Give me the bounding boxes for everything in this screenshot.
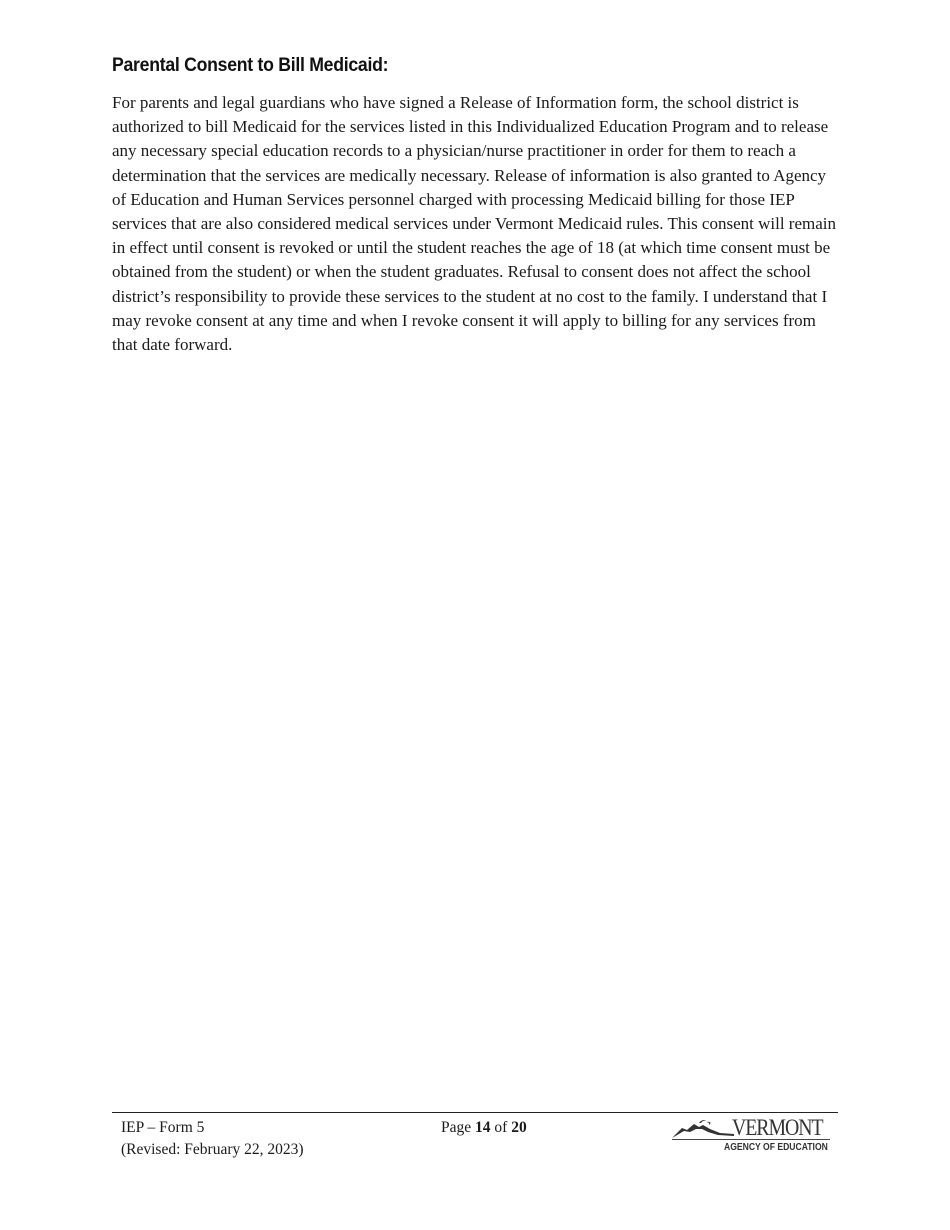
footer-form-info (121, 1117, 304, 1161)
section-heading: Parental Consent to Bill Medicaid: (112, 55, 389, 76)
logo-subtitle: AGENCY OF EDUCATION (724, 1142, 828, 1153)
revised-date: (Revised: February 22, 2023) (121, 1141, 304, 1158)
vermont-aoe-logo (672, 1112, 838, 1156)
page-of: of (494, 1119, 508, 1136)
logo-wordmark: VERMONT (732, 1115, 823, 1140)
page-prefix: Page (441, 1119, 472, 1136)
mountain-icon (672, 1112, 734, 1140)
page-number (441, 1117, 527, 1139)
logo-underline (672, 1139, 830, 1140)
form-name: IEP – Form 5 (121, 1119, 205, 1136)
page-total: 20 (511, 1119, 527, 1136)
page-current: 14 (475, 1119, 491, 1136)
consent-paragraph: For parents and legal guardians who have signed a Release of Information form, the school district is authorized to bill Medicaid for the services listed in this Individualized Education Program and to release any necessary special education records to a physician/nurse practitioner in order for them to reach a determination that the services are medically necessary. Release of information is also granted to Agency of Education and Human Services personnel charged with processing Medicaid billing for those IEP services that are also considered medical services under Vermont Medicaid rules. This consent will remain in effect until consent is revoked or until the student reaches the age of 18 (at which time consent must be obtained from the student) or when the student graduates. Refusal to consent does not affect the school district’s responsibility to provide these services to the student at no cost to the family. I understand that I may revoke consent at any time and when I revoke consent it will apply to billing for any services from that date forward. (112, 93, 837, 355)
